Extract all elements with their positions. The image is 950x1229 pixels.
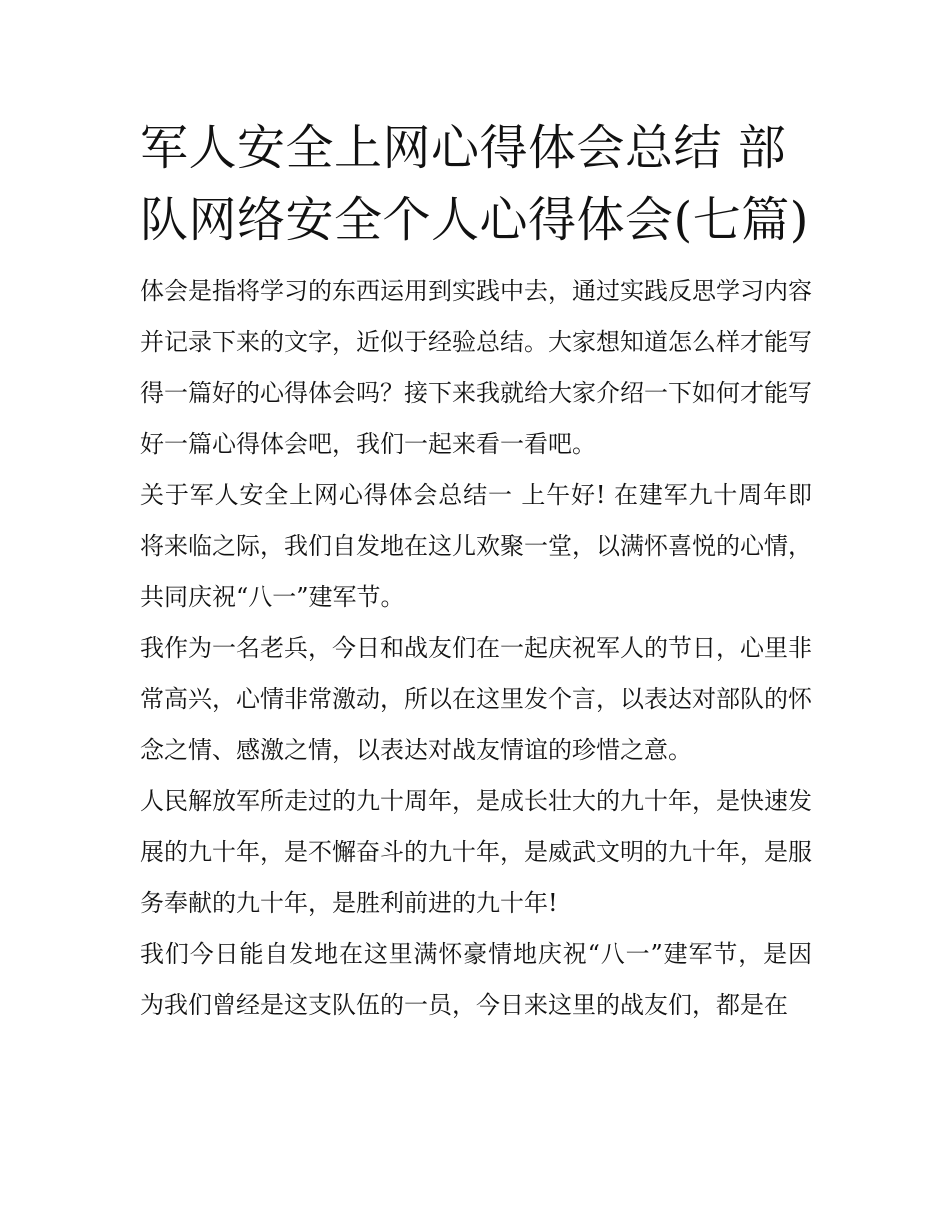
- paragraph-veteran: 我作为一名老兵，今日和战友们在一起庆祝军人的节日，心里非常高兴，心情非常激动，所以在这里发个言，以表达对部队的怀念之情、感激之情，以表达对战友情谊的珍惜之意。: [140, 634, 812, 764]
- paragraph-ninety-years: 人民解放军所走过的九十周年，是成长壮大的九十年，是快速发展的九十年，是不懈奋斗的九十年，是威武文明的九十年，是服务奉献的九十年，是胜利前进的九十年!: [140, 787, 812, 917]
- document-content: [140, 112, 812, 1031]
- document-title: 军人安全上网心得体会总结 部队网络安全个人心得体会(七篇): [140, 120, 809, 248]
- paragraph-intro: 体会是指将学习的东西运用到实践中去，通过实践反思学习内容并记录下来的文字，近似于经验总结。大家想知道怎么样才能写得一篇好的心得体会吗？接下来我就给大家介绍一下如何才能写好一篇心得体会吧，我们一起来看一看吧。: [140, 277, 812, 458]
- paragraph-greeting: 关于军人安全上网心得体会总结一 上午好! 在建军九十周年即将来临之际，我们自发地在这儿欢聚一堂，以满怀喜悦的心情，共同庆祝“八一”建军节。: [140, 481, 812, 611]
- paragraph-celebration: 我们今日能自发地在这里满怀豪情地庆祝“八一”建军节，是因为我们曾经是这支队伍的一员，今日来这里的战友们，都是在: [140, 940, 812, 1019]
